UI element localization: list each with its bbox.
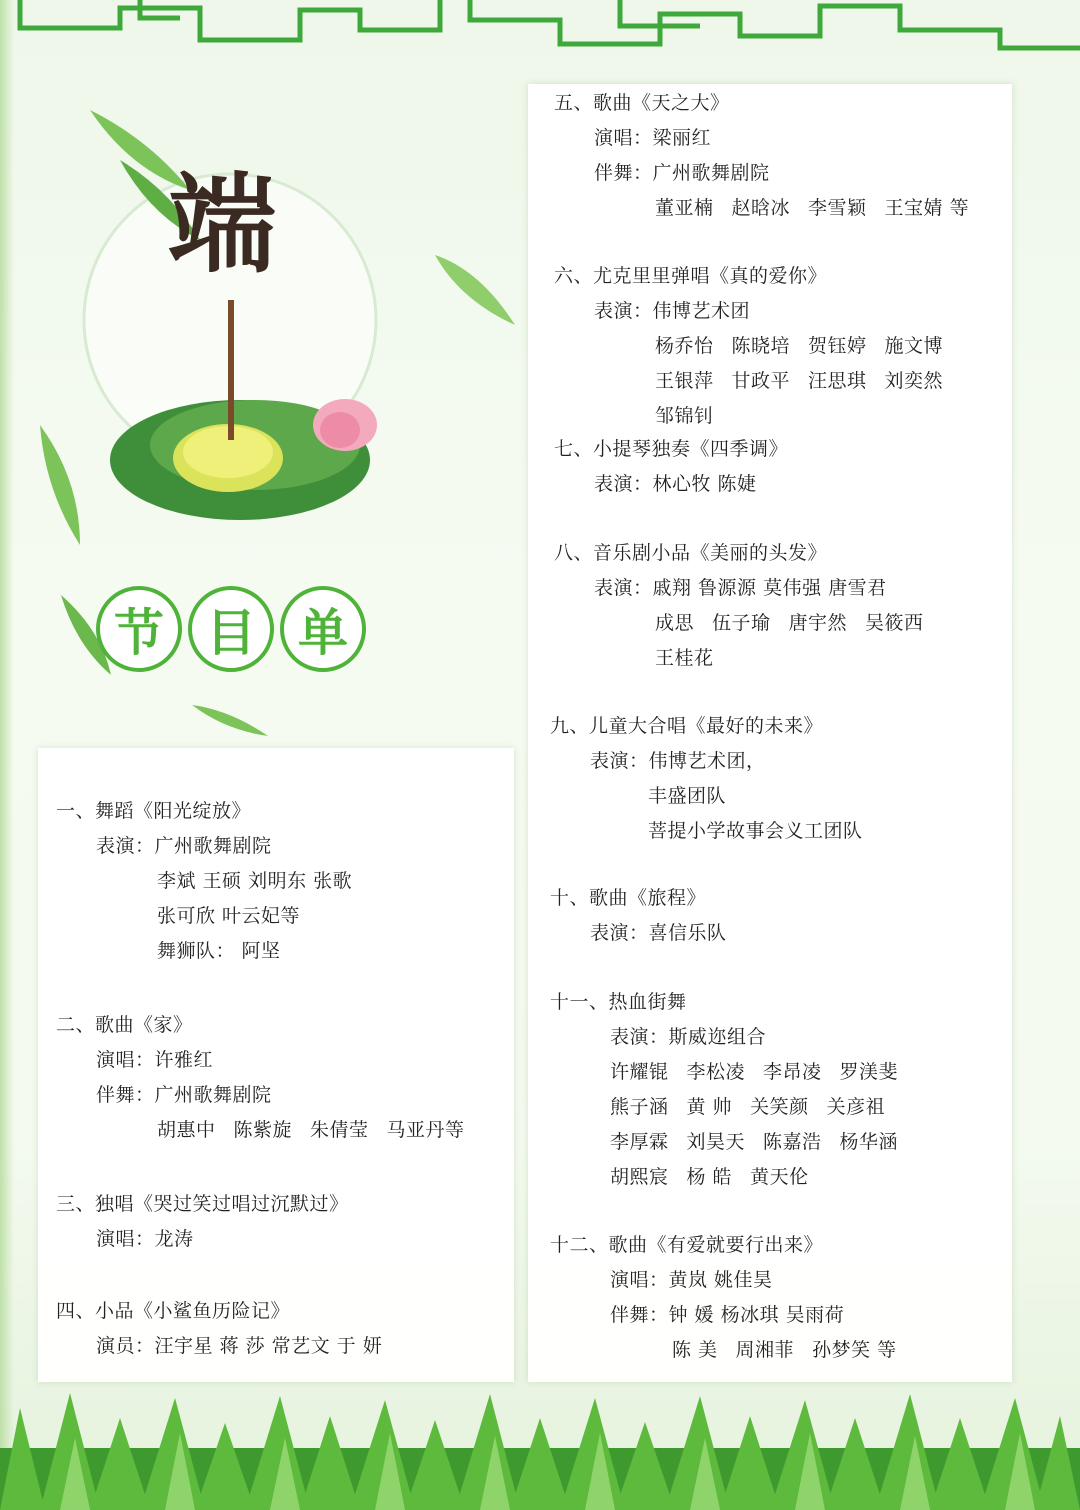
program-heading: 三、独唱《哭过笑过唱过沉默过》 (56, 1193, 349, 1215)
badge-mu (188, 586, 274, 672)
names-row (550, 1055, 916, 1090)
program-item-5 (554, 86, 987, 226)
performer-text: 汪宇星 蒋 莎 常艺文 于 妍 (154, 1335, 383, 1357)
program-line (56, 1078, 483, 1113)
performer-text: 钟 媛 杨冰琪 吴雨荷 (668, 1304, 845, 1326)
role-label: 伴舞： (610, 1304, 669, 1326)
performer-name: 陈紫旋 (233, 1119, 293, 1141)
performer-name: 胡熙宸 (610, 1166, 669, 1188)
performer-name: 汪思琪 (808, 370, 867, 392)
names-row (550, 1333, 915, 1368)
program-heading: 十、歌曲《旅程》 (550, 887, 707, 909)
badge-dan (280, 586, 366, 672)
bamboo-leaf-icon (430, 250, 520, 330)
role-label: 演唱： (594, 127, 653, 149)
role-label: 演员： (96, 1335, 155, 1357)
performer-name: 赵晗冰 (731, 197, 791, 219)
program-line (554, 156, 987, 191)
performer-name: 王银萍 (655, 370, 714, 392)
role-label: 表演： (96, 835, 155, 857)
program-item-2 (56, 1008, 483, 1148)
performer-name: 孙梦笑 等 (812, 1339, 897, 1361)
performer-name: 朱倩莹 (310, 1119, 369, 1141)
title-artwork (80, 100, 420, 570)
performer-name: 周湘菲 (735, 1339, 795, 1361)
role-label: 表演： (590, 750, 649, 772)
program-line (56, 829, 352, 864)
performer-name: 王桂花 (655, 647, 714, 669)
names-row (554, 399, 961, 434)
performer-name: 熊子涵 (610, 1096, 669, 1118)
program-item-6 (554, 259, 961, 434)
program-heading: 五、歌曲《天之大》 (554, 92, 730, 114)
program-heading: 二、歌曲《家》 (56, 1014, 193, 1036)
program-line (56, 1043, 483, 1078)
program-line (554, 467, 788, 502)
role-label: 表演： (594, 473, 653, 495)
performer-text: 林心牧 陈婕 (652, 473, 757, 495)
badge-jie (96, 586, 182, 672)
program-item-9 (550, 709, 881, 849)
program-item-4 (56, 1294, 382, 1364)
names-row (550, 1125, 916, 1160)
names-row (56, 1113, 483, 1148)
program-heading: 七、小提琴独奏《四季调》 (554, 438, 789, 460)
performer-text: 伟博艺术团， (648, 750, 766, 772)
performer-text: 喜信乐队 (648, 922, 727, 944)
names-row (550, 814, 881, 849)
performer-name: 刘昊天 (686, 1131, 746, 1153)
performer-name: 菩提小学故事会义工团队 (648, 820, 863, 842)
program-line (554, 294, 961, 329)
performer-name: 李厚霖 (610, 1131, 669, 1153)
performer-name: 施文博 (884, 335, 944, 357)
performer-name: 许耀锟 (610, 1061, 669, 1083)
program-item-10 (550, 881, 727, 951)
performer-name: 李雪颖 (808, 197, 867, 219)
performer-text: 黄岚 姚佳昊 (668, 1269, 773, 1291)
program-line (550, 916, 727, 951)
performer-text: 伟博艺术团 (652, 300, 751, 322)
program-line (550, 1298, 915, 1333)
role-label: 演唱： (96, 1049, 155, 1071)
performer-name: 杨华涵 (839, 1131, 899, 1153)
performer-name: 李松凌 (686, 1061, 746, 1083)
program-item-8 (554, 536, 942, 676)
performer-name: 甘政平 (731, 370, 791, 392)
program-item-12 (550, 1228, 915, 1368)
performer-name: 邹锦钊 (655, 405, 714, 427)
performer-text: 龙涛 (154, 1228, 194, 1250)
performer-name: 刘奕然 (884, 370, 944, 392)
title-big-char: 端 (168, 162, 277, 288)
role-label: 演唱： (96, 1228, 155, 1250)
names-row (554, 641, 942, 676)
performer-text: 广州歌舞剧院 (154, 835, 272, 857)
performer-name: 陈 美 (672, 1339, 718, 1361)
performer-text: 斯威迩组合 (668, 1026, 767, 1048)
performer-name: 陈嘉浩 (763, 1131, 822, 1153)
left-edge-shade (0, 0, 14, 1510)
performer-name: 黄 帅 (686, 1096, 733, 1118)
names-row (554, 329, 961, 364)
performer-text: 戚翔 鲁源源 莫伟强 唐雪君 (652, 577, 887, 599)
program-line (56, 1222, 349, 1257)
program-heading: 十一、热血街舞 (550, 991, 687, 1013)
names-row (550, 779, 881, 814)
performer-text: 许雅红 (154, 1049, 214, 1071)
names-row (554, 606, 942, 641)
performer-name: 黄天伦 (750, 1166, 809, 1188)
program-heading: 四、小品《小鲨鱼历险记》 (56, 1300, 291, 1322)
badge-label: 目 (206, 604, 256, 662)
names-row (554, 364, 961, 399)
program-line (554, 121, 987, 156)
program-line (550, 744, 881, 779)
performer-name: 胡惠中 (157, 1119, 216, 1141)
program-heading: 八、音乐剧小品《美丽的头发》 (554, 542, 828, 564)
performer-name: 李昂凌 (763, 1061, 822, 1083)
performer-text: 李斌 王硕 刘明东 张歌 (157, 870, 353, 892)
performer-name: 关彦祖 (826, 1096, 886, 1118)
performer-name: 贺钰婷 (808, 335, 867, 357)
performer-name: 关笑颜 (750, 1096, 809, 1118)
performer-name: 丰盛团队 (648, 785, 727, 807)
program-line (56, 1329, 382, 1364)
program-heading: 六、尤克里里弹唱《真的爱你》 (554, 265, 828, 287)
performer-name: 杨乔怡 (655, 335, 714, 357)
program-line (550, 1263, 915, 1298)
performer-name: 唐宇然 (788, 612, 848, 634)
program-item-1 (56, 794, 352, 969)
performer-name: 王宝婧 等 (884, 197, 970, 219)
program-line (554, 571, 942, 606)
performer-text: 舞狮队： 阿坚 (157, 940, 281, 962)
bamboo-leaf-icon (190, 700, 270, 740)
performer-name: 成思 (655, 612, 695, 634)
program-item-3 (56, 1187, 349, 1257)
performer-text: 广州歌舞剧院 (154, 1084, 272, 1106)
role-label: 表演： (610, 1026, 669, 1048)
role-label: 表演： (590, 922, 649, 944)
performer-name: 董亚楠 (655, 197, 714, 219)
program-list-badges (96, 586, 366, 670)
role-label: 表演： (594, 577, 653, 599)
program-item-11 (550, 985, 916, 1195)
names-row (554, 191, 987, 226)
performer-name: 陈晓培 (731, 335, 791, 357)
names-row (550, 1090, 916, 1125)
program-heading: 九、儿童大合唱《最好的未来》 (550, 715, 824, 737)
performer-text: 张可欣 叶云妃等 (157, 905, 301, 927)
program-line (550, 1020, 916, 1055)
role-label: 表演： (594, 300, 653, 322)
performer-name: 马亚丹等 (386, 1119, 465, 1141)
program-item-7 (554, 432, 788, 502)
role-label: 伴舞： (594, 162, 653, 184)
program-heading: 十二、歌曲《有爱就要行出来》 (550, 1234, 824, 1256)
names-row (550, 1160, 916, 1195)
badge-label: 单 (298, 604, 348, 662)
program-heading: 一、舞蹈《阳光绽放》 (56, 800, 252, 822)
grass-border (0, 1388, 1080, 1510)
role-label: 演唱： (610, 1269, 669, 1291)
performer-text: 梁丽红 (652, 127, 712, 149)
performer-name: 吴筱西 (865, 612, 924, 634)
performer-text: 广州歌舞剧院 (652, 162, 770, 184)
performer-name: 伍子瑜 (712, 612, 771, 634)
performer-name: 杨 皓 (686, 1166, 733, 1188)
performer-name: 罗渼斐 (839, 1061, 899, 1083)
role-label: 伴舞： (96, 1084, 155, 1106)
badge-label: 节 (114, 604, 164, 662)
lattice-border (0, 0, 1080, 60)
